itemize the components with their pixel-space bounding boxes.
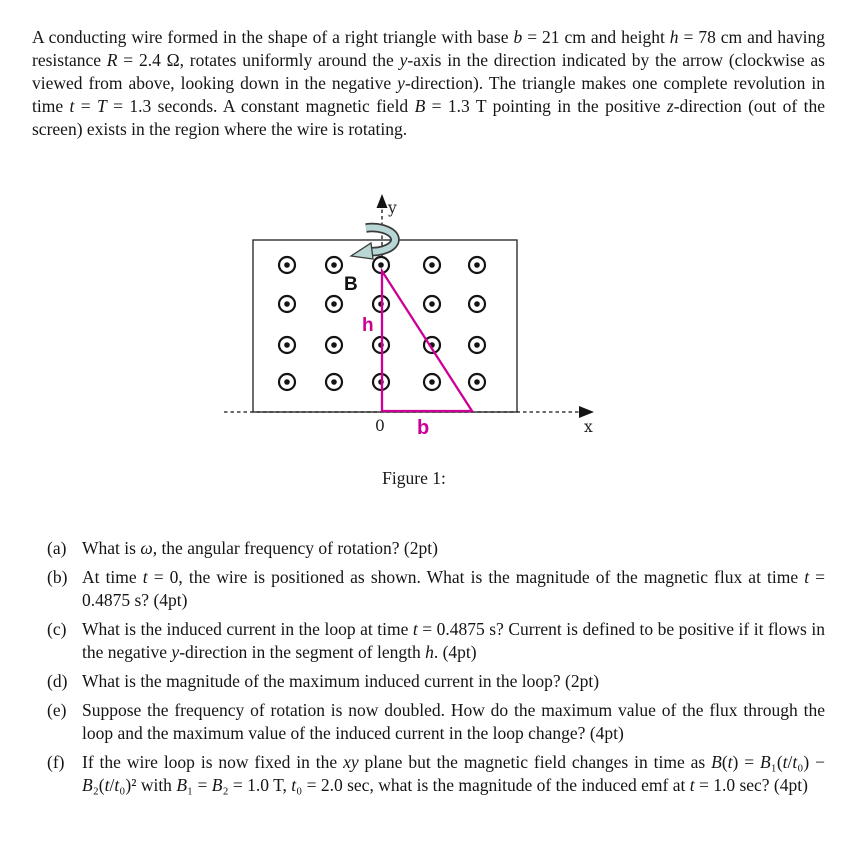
question-a-text: What is ω, the angular frequency of rotation? (2pt)	[82, 538, 438, 558]
question-b-label: (b)	[47, 567, 68, 587]
problem-statement: A conducting wire formed in the shape of a right triangle with base b = 21 cm and height h = 78 cm and having resistance R = 2.4 Ω, rotates uniformly around the y-axis in the direction indicated by the arrow (clockwise as viewed from above, looking down in the negative y-direction). The triangle makes one complete revolution in time t = T = 1.3 seconds. A constant magnetic field B = 1.3 T pointing in the positive z-direction (out of the screen) exists in the region where the wire is rotating.	[32, 27, 826, 139]
field-dot	[279, 257, 295, 273]
field-dot	[279, 374, 295, 390]
x-axis-label: x	[584, 418, 593, 436]
question-f-label: (f)	[47, 752, 65, 772]
figure-1	[200, 185, 630, 447]
question-e-label: (e)	[47, 700, 67, 720]
field-dot	[326, 374, 342, 390]
base-label: b	[417, 417, 430, 439]
question-b	[47, 566, 825, 612]
question-b-text: At time t = 0, the wire is positioned as shown. What is the magnitude of the magnetic flux at time t = 0.4875 s? (4pt)	[82, 567, 826, 610]
field-label: B	[344, 274, 358, 295]
question-f-text: If the wire loop is now fixed in the xy plane but the magnetic field changes in time as B(t) = B₁(t/t₀) − B₂(t/t₀)² with B₁ = B₂ = 1.0 T, t₀ = 2.0 sec, what is the magnitude of the induced emf at t = 1.0 sec? (4pt)	[82, 752, 825, 795]
field-dot	[279, 296, 295, 312]
question-e-text: Suppose the frequency of rotation is now doubled. How do the maximum value of the flux through the loop and the maximum value of the induced current in the loop change? (4pt)	[82, 700, 825, 743]
figure-1-drawing	[200, 185, 630, 447]
origin-label: 0	[375, 417, 385, 435]
field-dot	[469, 337, 485, 353]
field-dot	[279, 337, 295, 353]
question-d-text: What is the magnitude of the maximum induced current in the loop? (2pt)	[82, 671, 600, 691]
question-c-text: What is the induced current in the loop at time t = 0.4875 s? Current is defined to be positive if it flows in the negative y-direction in the segment of length h. (4pt)	[82, 619, 825, 662]
question-a-label: (a)	[47, 538, 67, 558]
field-dot	[424, 296, 440, 312]
question-a	[47, 537, 825, 560]
question-d-label: (d)	[47, 671, 68, 691]
field-dot	[469, 374, 485, 390]
question-c	[47, 618, 825, 664]
height-label: h	[362, 315, 374, 336]
figure-caption: Figure 1:	[382, 468, 446, 488]
field-dot	[424, 374, 440, 390]
field-dot	[326, 257, 342, 273]
x-axis-arrowhead-icon	[579, 406, 594, 418]
question-list	[47, 537, 825, 803]
question-d	[47, 670, 825, 693]
field-dot	[326, 337, 342, 353]
question-c-label: (c)	[47, 619, 67, 639]
field-dot	[326, 296, 342, 312]
field-dot	[424, 257, 440, 273]
field-dot	[469, 257, 485, 273]
field-dot	[469, 296, 485, 312]
question-f	[47, 751, 825, 797]
y-axis-label: y	[388, 199, 397, 217]
question-e	[47, 699, 825, 745]
y-axis-arrowhead-icon	[377, 194, 388, 208]
